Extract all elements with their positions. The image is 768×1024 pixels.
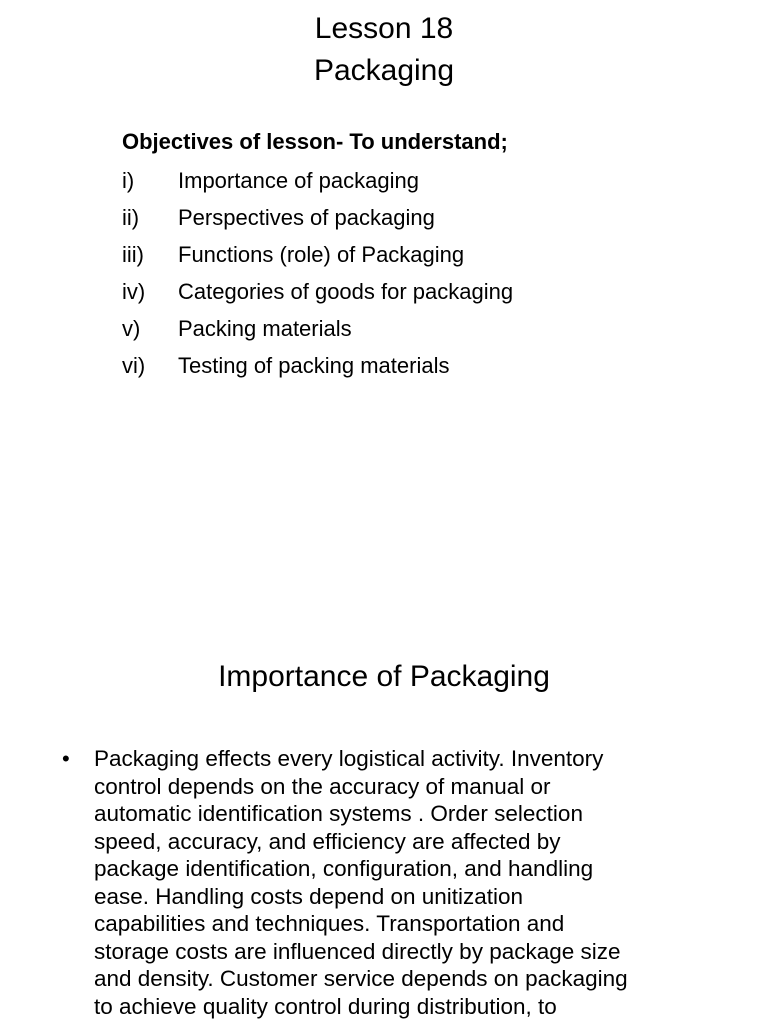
paragraph-line: speed, accuracy, and efficiency are affected by [94, 828, 561, 854]
paragraph-line: automatic identification systems . Order selection [94, 801, 583, 826]
objective-text: Testing of packing materials [178, 353, 450, 378]
objective-text: Packing materials [178, 316, 352, 341]
objectives-section [122, 126, 742, 384]
objectives-heading: Objectives of lesson- To understand; [122, 129, 508, 154]
paragraph-line: and density. Customer service depends on packaging [94, 966, 628, 991]
objective-item [122, 273, 742, 310]
paragraph-line: Packaging effects every logistical activity. Inventory [94, 746, 604, 771]
paragraph-line: control depends on the accuracy of manual or [94, 773, 551, 799]
lesson-title: Lesson 18 [314, 12, 454, 45]
objective-numeral: iii) [122, 242, 144, 267]
objective-numeral: v) [122, 316, 141, 341]
bullet-icon: • [62, 746, 70, 771]
objective-item [122, 310, 742, 347]
objectives-list [122, 162, 742, 384]
objective-numeral: ii) [122, 205, 140, 230]
objective-item [122, 236, 742, 273]
objective-text: Importance of packaging [178, 168, 419, 193]
bullet-paragraph [62, 745, 722, 1020]
paragraph-line: package identification, configuration, and handling [94, 856, 594, 881]
objective-text: Functions (role) of Packaging [178, 242, 465, 267]
paragraph-line: storage costs are influenced directly by package size [94, 938, 621, 964]
paragraph-line: to achieve quality control during distribution, to [94, 993, 557, 1019]
objective-item [122, 347, 742, 384]
paragraph-line: capabilities and techniques. Transportation and [94, 911, 565, 936]
paragraph-line: ease. Handling costs depend on unitization [94, 883, 524, 909]
bullet-text [94, 745, 714, 1020]
lesson-subtitle: Packaging [313, 54, 455, 87]
objective-item [122, 162, 742, 199]
section-title: Importance of Packaging [218, 660, 550, 693]
objective-numeral: iv) [122, 279, 146, 304]
objective-numeral: vi) [122, 353, 146, 378]
objective-text: Perspectives of packaging [178, 205, 435, 230]
objective-item [122, 199, 742, 236]
objective-numeral: i) [122, 168, 135, 193]
objective-text: Categories of goods for packaging [178, 279, 514, 304]
